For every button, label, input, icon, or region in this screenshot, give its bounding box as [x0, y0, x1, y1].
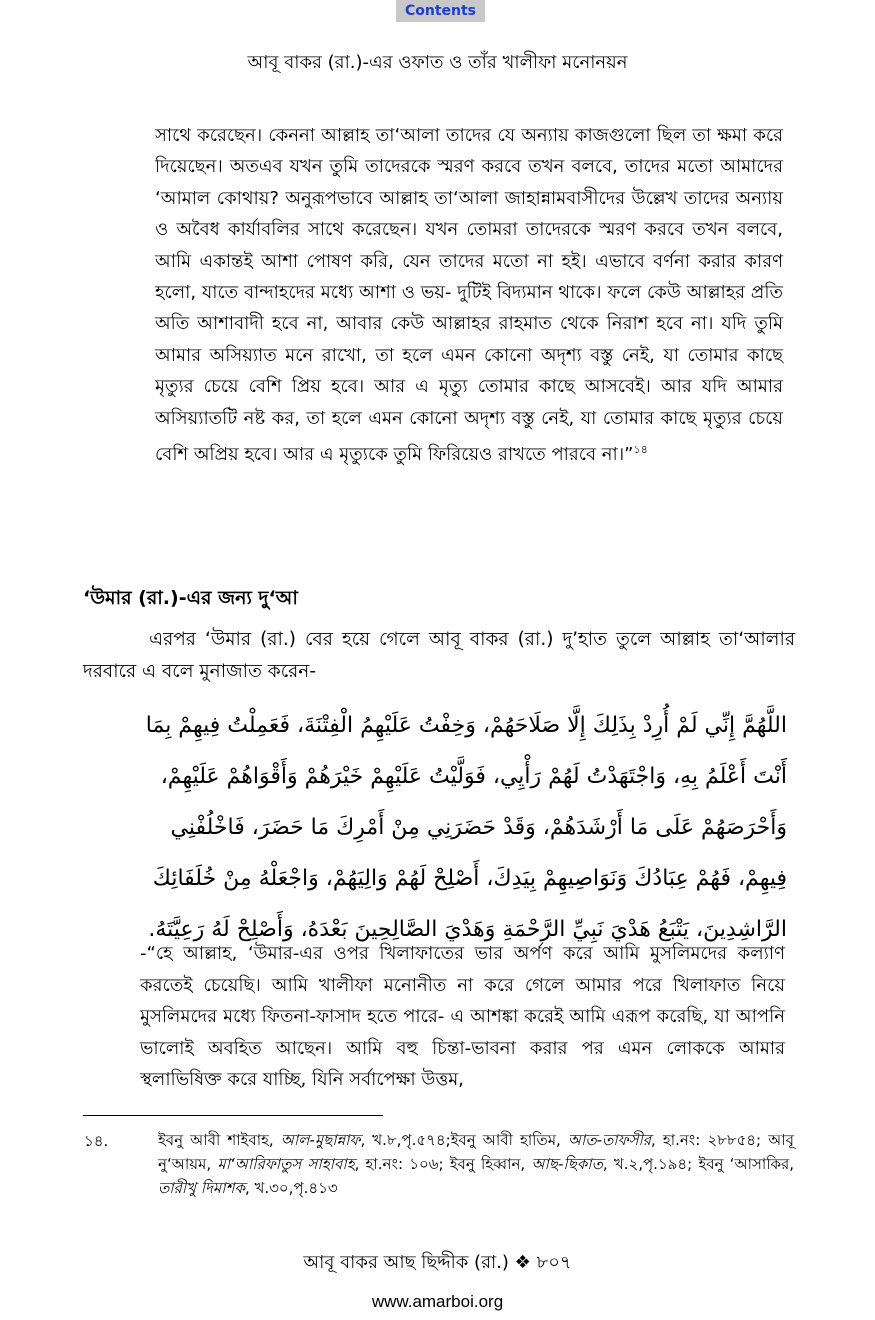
footnote-number: ১৪. — [84, 1132, 109, 1150]
arabic-supplication — [145, 700, 787, 955]
arabic-line: اللَّهُمَّ إِنِّي لَمْ أُرِدْ بِذَلِكَ إِلَّا صَلَاحَهُمْ، وَخِفْتُ عَلَيْهِمُ الْفِتْنَةَ، فَعَمِلْتُ فِيهِمْ بِمَا — [145, 713, 787, 738]
running-header: আবূ বাকর (রা.)-এর ওফাত ও তাঁর খালীফা মনোনয়ন — [247, 52, 628, 73]
body-paragraph-3: -“হে আল্লাহ, ‘উমার-এর ওপর খিলাফাতের ভার অর্পণ করে আমি মুসলিমদের কল্যাণ করতেই চেয়েছি। আমি খালীফা মনোনীত না করে গেলে আমার পরে খিলাফাত নিয়ে মুসলিমদের মধ্যে ফিতনা-ফাসাদ হতে পারে- এ আশঙ্কা করেই আমি এরূপ করেছি, যা আপনি ভালোই অবহিত আছেন। আমি বহু চিন্তা-ভাবনা করার পর এমন লোককে আমার স্থলাভিষিক্ত করে যাচ্ছি, যিনি সর্বাপেক্ষা উত্তম, — [140, 943, 785, 1090]
page-footer: আবূ বাকর আছ ছিদ্দীক (রা.) ❖ ৮০৭ — [303, 1252, 572, 1273]
body-paragraph-2: এরপর ‘উমার (রা.) বের হয়ে গেলে আবূ বাকর (রা.) দু’হাত তুলে আল্লাহ তা‘আলার দরবারে এ বলে মুনাজাত করেন- — [83, 629, 795, 682]
footnote-divider — [83, 1115, 383, 1116]
section-heading: ‘উমার (রা.)-এর জন্য দু‘আ — [83, 587, 298, 609]
footnote-text: ইবনু আবী শাইবাহ, আল-মুছান্নাফ, খ.৮,পৃ.৫৭৪;ইবনু আবী হাতিম, আত-তাফসীর, হা.নং: ২৮৮৫৪; আবূ নু‘আয়ম, মা‘আরিফাতুস সাহাবাহ, হা.নং: ১০৬; ইবনু হিব্বান, আছ-ছিকাত, খ.২,পৃ.১৯৪; ইবনু ‘আসাকির, তারীখু দিমাশক, খ.৩০,পৃ.৪১৩ — [158, 1131, 795, 1197]
arabic-line: وَأَحْرَصَهُمْ عَلَى مَا أَرْشَدَهُمْ، وَقَدْ حَضَرَنِي مِنْ أَمْرِكَ مَا حَضَرَ، فَاخْلُفْنِي — [170, 815, 787, 840]
arabic-line: فِيهِمْ، فَهُمْ عِبَادُكَ وَنَوَاصِيهِمْ بِيَدِكَ، أَصْلِحْ لَهُمْ وَالِيَهُمْ، وَاجْعَلْهُ مِنْ خُلَفَائِكَ — [152, 866, 787, 891]
arabic-line: أَنْتَ أَعْلَمُ بِهِ، وَاجْتَهَدْتُ لَهُمْ رَأْيِي، فَوَلَّيْتُ عَلَيْهِمْ خَيْرَهُمْ وَأَقْوَاهُمْ عَلَيْهِمْ، — [160, 764, 787, 789]
body-paragraph-1 — [155, 120, 783, 470]
arabic-line: الرَّاشِدِينَ، يَتْبَعُ هَدْيَ نَبِيِّ الرَّحْمَةِ وَهَدْيَ الصَّالِحِينَ بَعْدَهُ، وَأَصْلِحْ لَهُ رَعِيَّتَهُ. — [148, 917, 787, 942]
website-link[interactable]: www.amarboi.org — [371, 1292, 504, 1311]
paragraph-text: সাথে করেছেন। কেননা আল্লাহ তা‘আলা তাদের যে অন্যায় কাজগুলো ছিল তা ক্ষমা করে দিয়েছেন। অতএব যখন তুমি তাদেরকে স্মরণ করবে তখন বলবে, তাদের মতো আমাদের ‘আমাল কোথায়? অনুরূপভাবে আল্লাহ তা‘আলা জাহান্নামবাসীদের উল্লেখ তাদের অন্যায় ও অবৈধ কার্যাবলির সাথে করেছেন। যখন তোমরা তাদেরকে স্মরণ করবে তখন বলবে, আমি একান্তই আশা পোষণ করি, যেন তাদের মতো না হই। এভাবে বর্ণনা করার কারণ হলো, যাতে বান্দাহদের মধ্যে আশা ও ভয়- দুটিই বিদ্যমান থাকে। ফলে কেউ আল্লাহর প্রতি অতি আশাবাদী হবে না, আবার কেউ আল্লাহর রাহমাত থেকে নিরাশ হবে না। যদি তুমি আমার অসিয়্যাত মনে রাখো, তা হলে এমন কোনো অদৃশ্য বস্তু নেই, যা তোমার কাছে মৃত্যুর চেয়ে বেশি প্রিয় হবে। আর এ মৃত্যু তোমার কাছে আসবেই। আর যদি আমার অসিয়্যাতটি নষ্ট কর, তা হলে এমন কোনো অদৃশ্য বস্তু নেই, যা তোমার কাছে মৃত্যুর চেয়ে বেশি অপ্রিয় হবে। আর এ মৃত্যুকে তুমি ফিরিয়েও রাখতে পারবে না।” — [155, 125, 783, 466]
footnote-ref: ১৪ — [633, 443, 648, 457]
contents-button[interactable]: Contents — [396, 0, 485, 22]
